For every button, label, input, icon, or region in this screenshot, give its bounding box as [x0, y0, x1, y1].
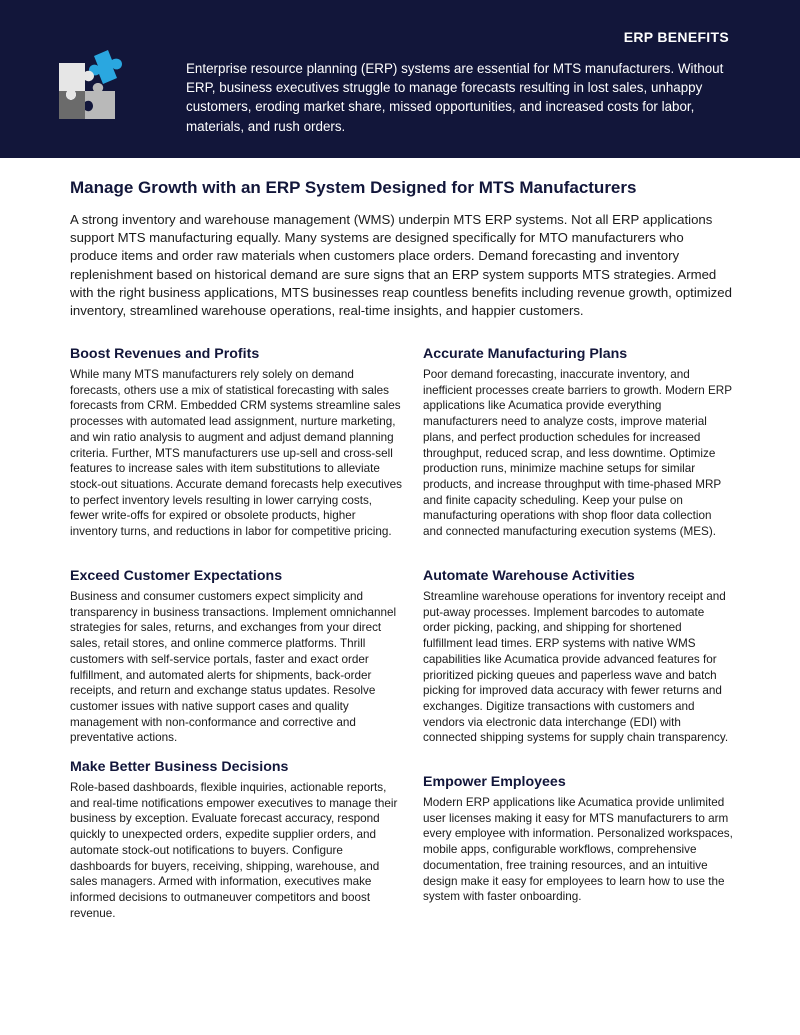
section-automate-warehouse — [423, 567, 733, 746]
section-heading: Boost Revenues and Profits — [70, 346, 260, 362]
section-body: Modern ERP applications like Acumatica provide unlimited user licenses making it easy for MTS manufacturers to arm every employee with information. Personalized workspaces, mobile apps, configurable workflows, comprehensive documentation, free training resources, and an intuitive design make it easy for employees to learn how to use the system with faster onboarding. — [423, 796, 733, 904]
section-heading: Empower Employees — [423, 774, 566, 790]
header-intro-text: Enterprise resource planning (ERP) systems are essential for MTS manufacturers. Without ERP, business executives struggle to manage forecasts resulting in lost sales, unhappy customers, eroding market share, missed opportunities, and increased costs for labor, materials, and rush orders. — [186, 61, 724, 134]
section-heading: Accurate Manufacturing Plans — [423, 346, 628, 362]
section-accurate-plans — [423, 345, 733, 540]
section-empower-employees — [423, 773, 733, 905]
section-heading: Exceed Customer Expectations — [70, 568, 283, 584]
page-title: Manage Growth with an ERP System Designed for MTS Manufacturers — [70, 178, 637, 197]
section-heading: Make Better Business Decisions — [70, 759, 289, 775]
section-body: Business and consumer customers expect simplicity and transparency in business transactions. Implement omnichannel strategies for sales, returns, and exchanges from your direct sales, retail stores, and online commerce platforms. Thrill customers with self-service portals, faster and exact order fulfillment, and automated alerts for shipments, back-order receipts, and return and exchange status updates. Resolve customer issues with native support cases and quality management with non-conformance and corrective and preventative actions. — [70, 590, 397, 745]
section-exceed-expectations — [70, 567, 402, 746]
section-body: Role-based dashboards, flexible inquiries, actionable reports, and real-time notifications empower executives to manage their business by exception. Evaluate forecast accuracy, respond quickly to unexpected orders, expedite supplier orders, and automate stock-out notifications to buyers. Configure dashboards for buyers, receiving, shipping, warehouse, and sales managers. Armed with information, executives make informed decisions to outmaneuver competitors and boost revenue. — [70, 781, 398, 920]
section-boost-revenues — [70, 345, 402, 540]
section-body: Streamline warehouse operations for inventory receipt and put-away processes. Implement barcodes to automate order picking, packing, and shipping for shortened fulfillment lead times. ERP systems with native WMS capabilities like Acumatica provide advanced features for prioritized picking queues and paperless wave and batch picking for improved data accuracy with fewer returns and exchanges. Digitize transactions with customers and vendors via electronic data interchange (EDI) with connected shipping systems for supply chain transparency. — [423, 590, 729, 745]
section-better-decisions — [70, 758, 402, 921]
header-banner — [0, 0, 800, 158]
section-heading: Automate Warehouse Activities — [423, 568, 635, 584]
header-label: ERP BENEFITS — [623, 29, 729, 45]
puzzle-pieces-icon — [56, 46, 132, 122]
intro-paragraph: A strong inventory and warehouse management (WMS) underpin MTS ERP systems. Not all ERP applications support MTS manufacturing equally. Many systems are designed specifically for MTO manufacturers who produce items and order raw materials when customers place orders. Demand forecasting and inventory replenishment based on historical demand are sure signs that an ERP system supports MTS strategies. Armed with the right business applications, MTS businesses reap countless benefits including revenue growth, optimized inventory, streamlined warehouse operations, real-time insights, and happier customers. — [70, 212, 732, 319]
section-body: Poor demand forecasting, inaccurate inventory, and inefficient processes create barriers to growth. Modern ERP applications like Acumatica provide everything manufacturers need to analyze costs, improve material plans, and perfect production schedules for increased throughput, reduced scrap, and less downtime. Optimize production runs, minimize machine setups for similar products, and increase throughput with time-phased MRP and finite capacity scheduling. Keep your pulse on manufacturing operations with shop floor data collection and connected manufacturing execution systems (MES). — [423, 368, 732, 539]
section-body: While many MTS manufacturers rely solely on demand forecasts, others use a mix of statistical forecasting with sales forecasts from CRM. Embedded CRM systems streamline sales processes with automated lead assignment, nurture marketing, and win ratio analysis to augment and adjust demand planning criteria. Further, MTS manufacturers use up-sell and cross-sell features to increase sales with item substitutions to alleviate stock-out situations. Accurate demand forecasts help executives to perfect inventory levels resulting in lower carrying costs, fewer write-offs for expired or obsolete products, higher inventory turns, and reductions in labor for competitive pricing. — [70, 368, 402, 539]
